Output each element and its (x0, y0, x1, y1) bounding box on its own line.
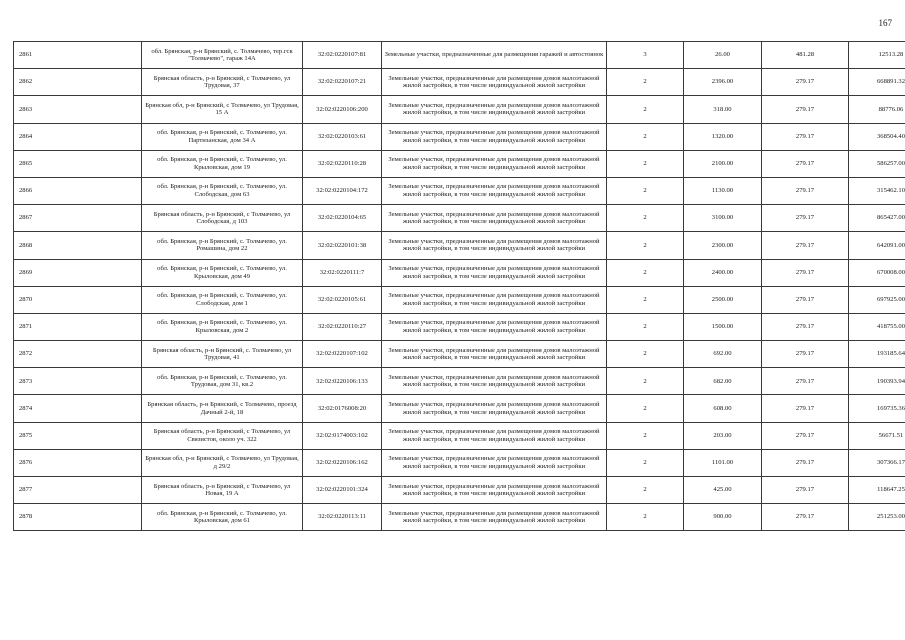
cadastral-number-cell: 32:02:0174003:102 (303, 422, 382, 449)
table-row (14, 504, 905, 531)
address-cell: обл. Брянская, р-н Брянский, с. Толмачево, тер.гск "Толмачево", гараж 14А (142, 42, 303, 69)
cadastral-value-cell: 193185.64 (849, 341, 905, 368)
category-cell: 2 (607, 313, 684, 340)
address-cell: Брянская область, р-н Брянский, с Толмачево, ул Новая, 19 А (142, 477, 303, 504)
row-number-cell: 2864 (14, 123, 142, 150)
address-cell: обл. Брянская, р-н Брянский, с. Толмачево, ул. Слободская, дом 1 (142, 286, 303, 313)
address-cell: Брянская обл, р-н Брянский, с Толмачево, ул Трудовая, д 29/2 (142, 449, 303, 476)
cadastral-number-cell: 32:02:0220106:133 (303, 368, 382, 395)
category-cell: 2 (607, 449, 684, 476)
table-row (14, 313, 905, 340)
cadastral-value-cell: 190393.94 (849, 368, 905, 395)
address-cell: Брянская область, р-н Брянский, с. Толмачево, ул Трудовая, 41 (142, 341, 303, 368)
cadastral-value-cell: 368504.40 (849, 123, 905, 150)
cadastral-number-cell: 32:02:0220111:7 (303, 259, 382, 286)
cadastral-number-cell: 32:02:0176008:20 (303, 395, 382, 422)
area-cell: 1500.00 (684, 313, 762, 340)
table-row (14, 177, 905, 204)
rate-cell: 279.17 (762, 123, 849, 150)
rate-cell: 279.17 (762, 422, 849, 449)
permitted-use-cell: Земельные участки, предназначенные для размещения домов малоэтажной жилой застройки, в том числе индивидуальной жилой застройки (382, 286, 607, 313)
category-cell: 2 (607, 150, 684, 177)
category-cell: 2 (607, 205, 684, 232)
cadastral-number-cell: 32:02:0220103:61 (303, 123, 382, 150)
table-row (14, 123, 905, 150)
permitted-use-cell: Земельные участки, предназначенные для размещения домов малоэтажной жилой застройки, в том числе индивидуальной жилой застройки (382, 477, 607, 504)
category-cell: 2 (607, 341, 684, 368)
cadastral-number-cell: 32:02:0220106:162 (303, 449, 382, 476)
category-cell: 2 (607, 177, 684, 204)
cadastral-number-cell: 32:02:0220105:61 (303, 286, 382, 313)
row-number-cell: 2875 (14, 422, 142, 449)
area-cell: 900.00 (684, 504, 762, 531)
category-cell: 2 (607, 96, 684, 123)
cadastral-value-cell: 418755.00 (849, 313, 905, 340)
rate-cell: 279.17 (762, 177, 849, 204)
table-row (14, 259, 905, 286)
table-row (14, 232, 905, 259)
area-cell: 2400.00 (684, 259, 762, 286)
address-cell: обл. Брянская, р-н Брянский, с. Толмачево, ул. Крыловская, дом 49 (142, 259, 303, 286)
address-cell: Брянская область, р-н Брянский, с Толмачево, ул Слободская, д 103 (142, 205, 303, 232)
table-row (14, 286, 905, 313)
address-cell: Брянская область, р-н Брянский, с Толмачево, проезд Дачный 2-й, 18 (142, 395, 303, 422)
rate-cell: 279.17 (762, 232, 849, 259)
permitted-use-cell: Земельные участки, предназначенные для размещения домов малоэтажной жилой застройки, в том числе индивидуальной жилой застройки (382, 150, 607, 177)
row-number-cell: 2874 (14, 395, 142, 422)
cadastral-value-cell: 307366.17 (849, 449, 905, 476)
address-cell: Брянская обл, р-н Брянский, с Толмачево, ул Трудовая, 15 А (142, 96, 303, 123)
cadastral-number-cell: 32:02:0220104:172 (303, 177, 382, 204)
cadastral-number-cell: 32:02:0220113:11 (303, 504, 382, 531)
permitted-use-cell: Земельные участки, предназначенные для размещения домов малоэтажной жилой застройки, в том числе индивидуальной жилой застройки (382, 69, 607, 96)
category-cell: 2 (607, 259, 684, 286)
table-row (14, 69, 905, 96)
cadastral-value-cell: 56671.51 (849, 422, 905, 449)
address-cell: Брянская область, р-н Брянский, с Толмачево, ул Трудовая, 37 (142, 69, 303, 96)
table-row (14, 477, 905, 504)
cadastral-number-cell: 32:02:0220101:38 (303, 232, 382, 259)
area-cell: 2100.00 (684, 150, 762, 177)
row-number-cell: 2866 (14, 177, 142, 204)
row-number-cell: 2878 (14, 504, 142, 531)
table-row (14, 449, 905, 476)
cadastral-number-cell: 32:02:0220107:21 (303, 69, 382, 96)
cadastral-value-cell: 586257.00 (849, 150, 905, 177)
area-cell: 1130.00 (684, 177, 762, 204)
table-row (14, 96, 905, 123)
table-row (14, 205, 905, 232)
category-cell: 2 (607, 368, 684, 395)
row-number-cell: 2863 (14, 96, 142, 123)
address-cell: обл. Брянская, р-н Брянский, с. Толмачево, ул. Слободская, дом 63 (142, 177, 303, 204)
address-cell: обл. Брянская, р-н Брянский, с. Толмачево, ул. Ромашина, дом 22 (142, 232, 303, 259)
rate-cell: 279.17 (762, 477, 849, 504)
area-cell: 2500.00 (684, 286, 762, 313)
area-cell: 1101.00 (684, 449, 762, 476)
table-row (14, 422, 905, 449)
cadastral-value-cell: 315462.10 (849, 177, 905, 204)
permitted-use-cell: Земельные участки, предназначенные для размещения домов малоэтажной жилой застройки, в том числе индивидуальной жилой застройки (382, 96, 607, 123)
table-row (14, 368, 905, 395)
cadastral-value-cell: 88776.06 (849, 96, 905, 123)
category-cell: 2 (607, 286, 684, 313)
cadastral-number-cell: 32:02:0220101:324 (303, 477, 382, 504)
rate-cell: 279.17 (762, 504, 849, 531)
cadastral-value-cell: 251253.00 (849, 504, 905, 531)
rate-cell: 279.17 (762, 313, 849, 340)
row-number-cell: 2872 (14, 341, 142, 368)
table-row (14, 42, 905, 69)
permitted-use-cell: Земельные участки, предназначенные для размещения домов малоэтажной жилой застройки, в том числе индивидуальной жилой застройки (382, 259, 607, 286)
cadastral-number-cell: 32:02:0220110:27 (303, 313, 382, 340)
rate-cell: 279.17 (762, 205, 849, 232)
category-cell: 3 (607, 42, 684, 69)
row-number-cell: 2861 (14, 42, 142, 69)
address-cell: обл. Брянская, р-н Брянский, с. Толмачево, ул. Крыловская, дом 2 (142, 313, 303, 340)
area-cell: 425.00 (684, 477, 762, 504)
category-cell: 2 (607, 422, 684, 449)
rate-cell: 279.17 (762, 286, 849, 313)
address-cell: обл. Брянская, р-н Брянский, с. Толмачево, ул. Трудовая, дом 31, кв.2 (142, 368, 303, 395)
cadastral-value-cell: 642091.00 (849, 232, 905, 259)
area-cell: 2396.00 (684, 69, 762, 96)
address-cell: обл. Брянская, р-н Брянский, с. Толмачево, ул. Крыловская, дом 19 (142, 150, 303, 177)
table-body (14, 42, 905, 531)
address-cell: Брянская область, р-н Брянский, с Толмачево, ул Связистов, около уч. 322 (142, 422, 303, 449)
category-cell: 2 (607, 395, 684, 422)
area-cell: 2300.00 (684, 232, 762, 259)
category-cell: 2 (607, 69, 684, 96)
area-cell: 203.00 (684, 422, 762, 449)
rate-cell: 279.17 (762, 259, 849, 286)
row-number-cell: 2871 (14, 313, 142, 340)
cadastral-number-cell: 32:02:0220107:81 (303, 42, 382, 69)
permitted-use-cell: Земельные участки, предназначенные для размещения домов малоэтажной жилой застройки, в том числе индивидуальной жилой застройки (382, 341, 607, 368)
row-number-cell: 2862 (14, 69, 142, 96)
row-number-cell: 2876 (14, 449, 142, 476)
rate-cell: 279.17 (762, 341, 849, 368)
area-cell: 1320.00 (684, 123, 762, 150)
land-plots-table (13, 41, 905, 531)
area-cell: 3100.00 (684, 205, 762, 232)
cadastral-value-cell: 668891.32 (849, 69, 905, 96)
permitted-use-cell: Земельные участки, предназначенные для размещения домов малоэтажной жилой застройки, в том числе индивидуальной жилой застройки (382, 205, 607, 232)
permitted-use-cell: Земельные участки, предназначенные для размещения домов малоэтажной жилой застройки, в том числе индивидуальной жилой застройки (382, 395, 607, 422)
cadastral-value-cell: 169735.36 (849, 395, 905, 422)
cadastral-number-cell: 32:02:0220104:65 (303, 205, 382, 232)
permitted-use-cell: Земельные участки, предназначенные для размещения домов малоэтажной жилой застройки, в том числе индивидуальной жилой застройки (382, 368, 607, 395)
permitted-use-cell: Земельные участки, предназначенные для размещения домов малоэтажной жилой застройки, в том числе индивидуальной жилой застройки (382, 504, 607, 531)
row-number-cell: 2869 (14, 259, 142, 286)
address-cell: обл. Брянская, р-н Брянский, с. Толмачево, ул. Крыловская, дом 61 (142, 504, 303, 531)
row-number-cell: 2868 (14, 232, 142, 259)
permitted-use-cell: Земельные участки, предназначенные для размещения домов малоэтажной жилой застройки, в том числе индивидуальной жилой застройки (382, 449, 607, 476)
cadastral-value-cell: 12513.28 (849, 42, 905, 69)
row-number-cell: 2870 (14, 286, 142, 313)
area-cell: 318.00 (684, 96, 762, 123)
row-number-cell: 2867 (14, 205, 142, 232)
category-cell: 2 (607, 232, 684, 259)
page-number: 167 (878, 18, 892, 28)
cadastral-value-cell: 118647.25 (849, 477, 905, 504)
row-number-cell: 2873 (14, 368, 142, 395)
cadastral-value-cell: 670008.00 (849, 259, 905, 286)
rate-cell: 279.17 (762, 395, 849, 422)
cadastral-number-cell: 32:02:0220110:28 (303, 150, 382, 177)
rate-cell: 279.17 (762, 449, 849, 476)
table-row (14, 150, 905, 177)
permitted-use-cell: Земельные участки, предназначенные для размещения домов малоэтажной жилой застройки, в том числе индивидуальной жилой застройки (382, 232, 607, 259)
table-row (14, 341, 905, 368)
category-cell: 2 (607, 123, 684, 150)
area-cell: 26.00 (684, 42, 762, 69)
permitted-use-cell: Земельные участки, предназначенные для размещения гаражей и автостоянок (382, 42, 607, 69)
row-number-cell: 2877 (14, 477, 142, 504)
rate-cell: 279.17 (762, 368, 849, 395)
area-cell: 692.00 (684, 341, 762, 368)
cadastral-number-cell: 32:02:0220106:200 (303, 96, 382, 123)
category-cell: 2 (607, 504, 684, 531)
category-cell: 2 (607, 477, 684, 504)
rate-cell: 279.17 (762, 69, 849, 96)
permitted-use-cell: Земельные участки, предназначенные для размещения домов малоэтажной жилой застройки, в том числе индивидуальной жилой застройки (382, 313, 607, 340)
permitted-use-cell: Земельные участки, предназначенные для размещения домов малоэтажной жилой застройки, в том числе индивидуальной жилой застройки (382, 177, 607, 204)
rate-cell: 279.17 (762, 150, 849, 177)
permitted-use-cell: Земельные участки, предназначенные для размещения домов малоэтажной жилой застройки, в том числе индивидуальной жилой застройки (382, 123, 607, 150)
table-row (14, 395, 905, 422)
area-cell: 682.00 (684, 368, 762, 395)
area-cell: 608.00 (684, 395, 762, 422)
cadastral-value-cell: 865427.00 (849, 205, 905, 232)
permitted-use-cell: Земельные участки, предназначенные для размещения домов малоэтажной жилой застройки, в том числе индивидуальной жилой застройки (382, 422, 607, 449)
row-number-cell: 2865 (14, 150, 142, 177)
cadastral-value-cell: 697925.00 (849, 286, 905, 313)
address-cell: обл. Брянская, р-н Брянский, с. Толмачево, ул. Партизанская, дом 34 А (142, 123, 303, 150)
cadastral-number-cell: 32:02:0220107:102 (303, 341, 382, 368)
rate-cell: 481.28 (762, 42, 849, 69)
rate-cell: 279.17 (762, 96, 849, 123)
